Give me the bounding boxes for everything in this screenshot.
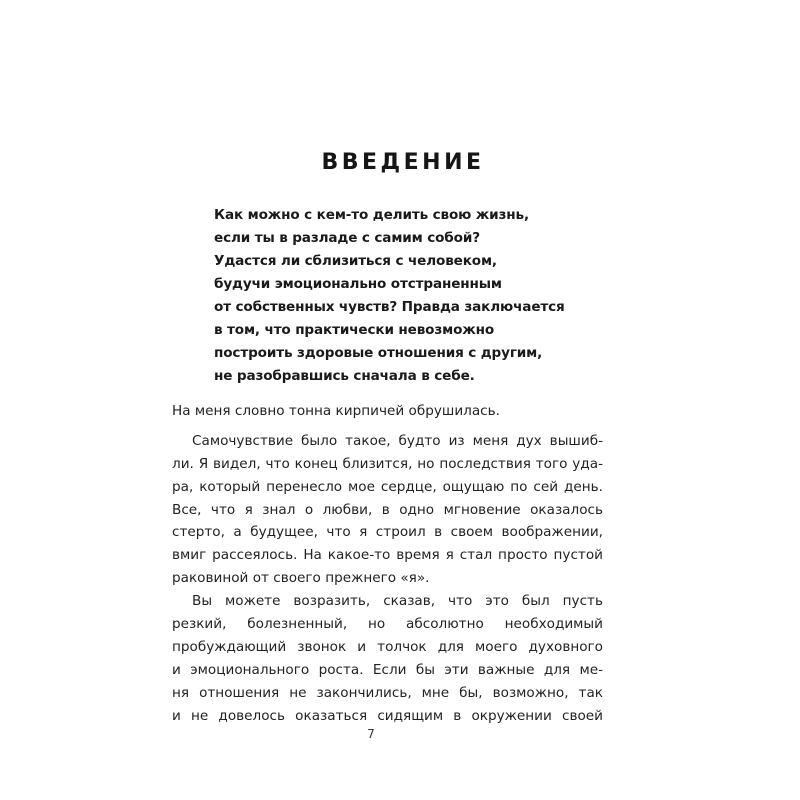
paragraph-line: ня отношения не закончились, мне бы, возможно, так [172,684,603,701]
paragraph-line: ли. Я видел, что конец близится, но последствия того уда- [172,455,603,472]
epigraph-line: Как можно с кем-то делить свою жизнь, [214,207,530,223]
paragraph-line: пробуждающий звонок и толчок для моего духовного [172,638,603,655]
paragraph-line: резкий, болезненный, но абсолютно необходимый [172,616,603,633]
page-number: 7 [367,727,375,741]
epigraph [214,204,574,388]
paragraph-line: Вы можете возразить, сказав, что это был пусть [192,593,603,610]
epigraph-line: построить здоровые отношения с другим, [214,345,543,361]
paragraph-line: ра, который перенесло мое сердце, ощущаю по сей день. [172,478,603,495]
chapter-title: ВВЕДЕНИЕ [321,150,485,175]
paragraph-line: Самочувствие было такое, будто из меня дух вышиб- [192,432,603,449]
paragraph-line: стерто, а будущее, что я строил в своем воображении, [172,524,603,541]
paragraph-line: вмиг рассеялось. На какое-то время я стал просто пустой [172,547,603,564]
paragraph-line: и эмоционального роста. Если бы эти важные для ме- [172,661,603,678]
paragraph-line: На меня словно тонна кирпичей обрушилась. [172,403,500,419]
paragraph-line: раковиной от своего прежнего «я». [172,570,430,587]
epigraph-line: от собственных чувств? Правда заключается [214,299,565,315]
paragraph-line: и не довелось оказаться сидящим в окружении своей [172,707,603,724]
paragraph-line: Все, что я знал о любви, в одно мгновение оказалось [172,501,603,518]
epigraph-line: если ты в разладе с самим собой? [214,230,480,246]
epigraph-line: Удастся ли сблизиться с человеком, [214,253,497,269]
epigraph-line: будучи эмоционально отстраненным [214,276,502,292]
epigraph-line: в том, что практически невозможно [214,322,495,338]
body-text [172,400,603,727]
epigraph-line: не разобравшись сначала в себе. [214,368,475,384]
